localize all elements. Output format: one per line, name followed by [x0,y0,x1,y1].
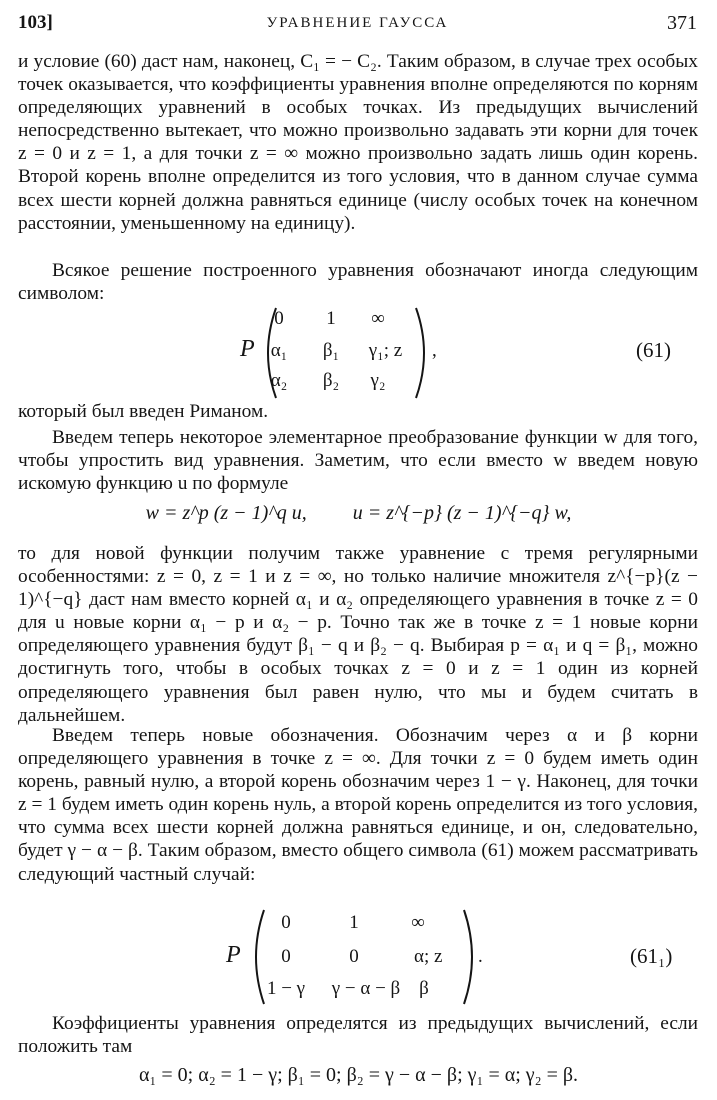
riemann-symbol-61 [0,306,717,400]
symbol-P: P [226,942,241,968]
matrix-cell: γ₂ [370,370,386,391]
paragraph-coefficients: Коэффициенты уравнения определятся из предыдущих вычислений, если положить там [18,1013,698,1058]
matrix-cell: ∞ [411,912,425,933]
matrix-cell: α; z [414,946,443,967]
matrix-cell: 1 − γ [266,978,306,999]
matrix-cell: 1 [349,912,359,933]
symbol-P: P [240,336,255,362]
paragraph-conditions: и условие (60) даст нам, наконец, C₁ = − C₂. Таким образом, в случае трех особых точек оказывается, что коэффициенты уравнения вполне определяются по корням определяющих уравнений в особых точках. Из предыдущих вычислений непосредственно вытекает, что можно произвольно задавать эти корни для точек z = 0 и z = 1, а для точки z = ∞ можно произвольно задать лишь один корень. Второй корень вполне определится из того условия, что в данном случае сумма всех шести корней должна равняться единице (числу особых точек на конечном расстоянии, уменьшенному на единицу). [18,51,698,234]
formula-punctuation: . [478,946,483,967]
matrix-cell: β₁ [322,340,340,361]
matrix-cell: 0 [281,912,291,933]
page-number: 371 [667,12,697,34]
matrix-cell: 1 [326,308,336,329]
formula-punctuation: , [432,340,437,361]
matrix-cell: β₂ [322,370,340,391]
page-header [18,12,697,40]
paragraph-new-notation: Введем теперь новые обозначения. Обозначим через α и β корни определяющего уравнения в точке z = ∞. Для точки z = 0 будем иметь один корень, равный нулю, а второй корень обозначим через 1 − γ. Наконец, для точки z = 1 будем иметь один корень нуль, а второй корень определится из того условия, что сумма всех шести корней должна равняться единице, и он, следовательно, будет γ − α − β. Таким образом, вместо общего символа (61) можем рассматривать следующий частный случай: [18,725,698,885]
paragraph-new-function: то для новой функции получим также уравнение с тремя регулярными особенностями: z = 0, z = 1 и z = ∞, но только наличие множителя z^{−p}(z − 1)^{−q} даст нам вместо корней α₁ и α₂ определяющего уравнения в точке z = 0 для u новые корни α₁ − p и α₂ − p. Точно так же в точке z = 1 новые корни определяющего уравнения будут β₁ − q и β₂ − q. Выбирая p = α₁ и q = β₁, можно достигнуть того, чтобы в особых точках z = 0 и z = 1 один из корней определяющего уравнения был равен нулю, что мы и будем считать в дальнейшем. [18,543,698,726]
paragraph-transform-intro: Введем теперь некоторое элементарное преобразование функции w для того, чтобы упростить вид уравнения. Заметим, что если вместо w введем новую искомую функцию u по формуле [18,427,698,495]
matrix-cell: γ₁; z [368,340,403,361]
matrix-cell: 0 [349,946,359,967]
section-number: 103] [18,12,53,33]
matrix-cell: γ − α − β [331,978,401,999]
matrix-cell: 0 [274,308,284,329]
paragraph-symbol-intro: Всякое решение построенного уравнения обозначают иногда следующим символом: [18,260,698,305]
final-formula: α₁ = 0; α₂ = 1 − γ; β₁ = 0; β₂ = γ − α − β; γ₁ = α; γ₂ = β. [138,1064,579,1086]
equation-number-61: (61) [636,338,671,362]
matrix-cell: 0 [281,946,291,967]
matrix-cell: α₁ [270,340,288,361]
running-title: УРАВНЕНИЕ ГАУССА [266,15,449,31]
riemann-symbol-61-1 [0,908,717,1006]
equation-number-61-1: (61₁) [630,944,673,968]
matrix-cell: α₂ [270,370,288,391]
formula-w: w = z^p (z − 1)^q u, [145,502,307,524]
matrix-cell: ∞ [371,308,385,329]
matrix-cell: β [419,978,429,999]
right-paren [412,306,434,400]
paragraph-riemann: который был введен Риманом. [18,401,269,422]
transform-formula [0,502,717,525]
formula-u: u = z^{−p} (z − 1)^{−q} w, [352,502,572,524]
